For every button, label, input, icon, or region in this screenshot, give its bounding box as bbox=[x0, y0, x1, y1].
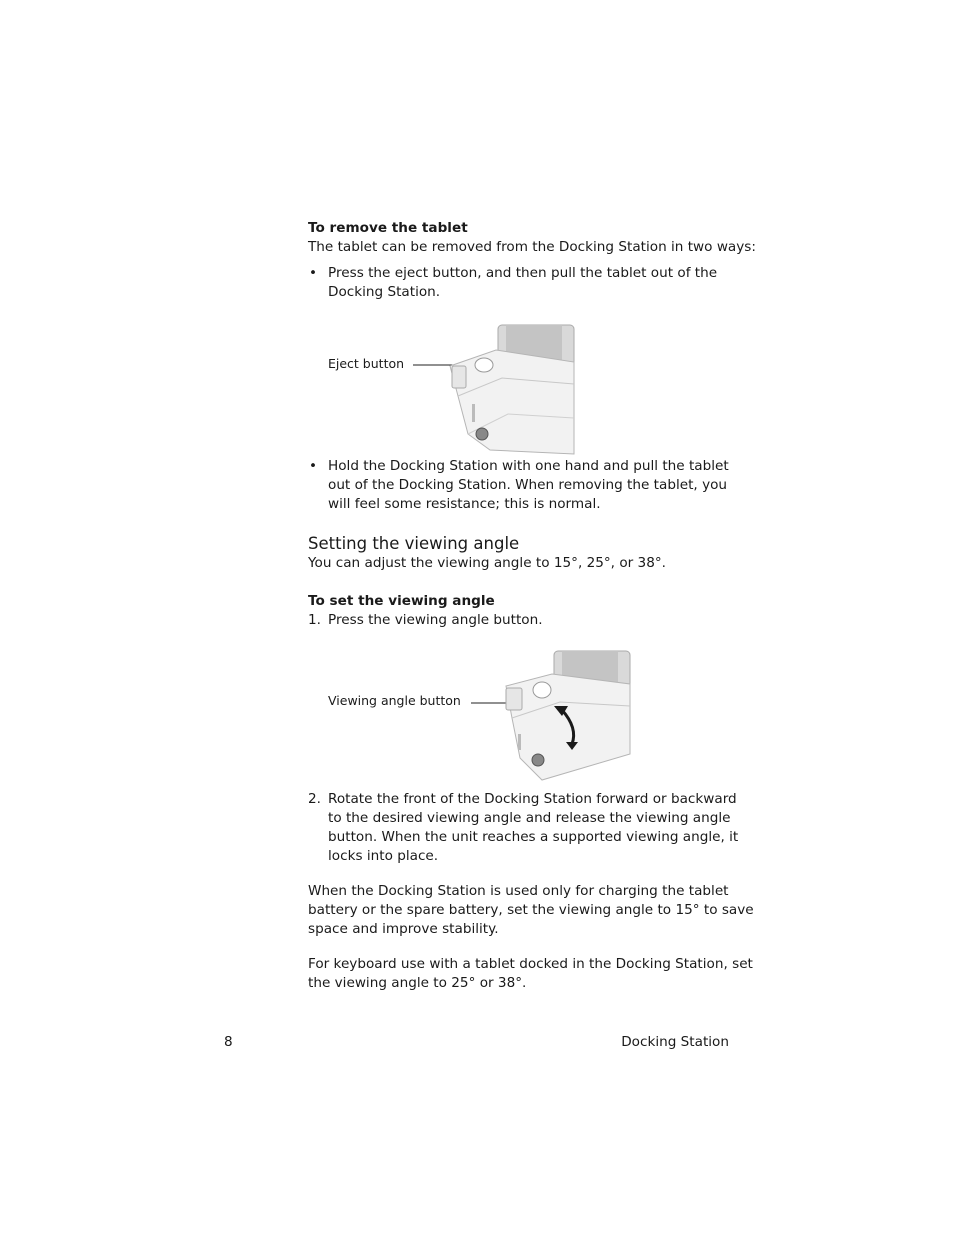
bullet-line: Docking Station. bbox=[328, 284, 441, 300]
bullet-line: out of the Docking Station. When removing the tablet, you bbox=[328, 477, 728, 493]
paragraph-line: battery or the spare battery, set the viewing angle to 15° to save bbox=[308, 902, 754, 918]
paragraph-keyboard bbox=[308, 955, 753, 993]
figure-viewing-angle-button bbox=[468, 648, 634, 786]
paragraph-line: the viewing angle to 25° or 38°. bbox=[308, 975, 527, 991]
bullet-item-eject bbox=[328, 264, 717, 302]
procedure-heading-remove: To remove the tablet bbox=[308, 220, 468, 236]
page-number: 8 bbox=[224, 1034, 233, 1050]
bullet-line: Press the eject button, and then pull the tablet out of the bbox=[328, 265, 718, 281]
footer-section-title: Docking Station bbox=[621, 1034, 729, 1050]
procedure-heading-angle: To set the viewing angle bbox=[308, 593, 495, 609]
figure-label-eject-button: Eject button bbox=[328, 356, 405, 371]
section-title: Setting the viewing angle bbox=[308, 534, 520, 553]
bullet-line: will feel some resistance; this is normal. bbox=[328, 496, 601, 512]
bullet-marker: • bbox=[309, 458, 318, 474]
step-2-text bbox=[328, 790, 738, 866]
bullet-marker: • bbox=[309, 265, 318, 281]
step-number: 1. bbox=[308, 612, 321, 628]
angle-intro: You can adjust the viewing angle to 15°, 25°, or 38°. bbox=[308, 555, 666, 571]
bullet-line: Hold the Docking Station with one hand and pull the tablet bbox=[328, 458, 729, 474]
step-line: locks into place. bbox=[328, 848, 439, 864]
bullet-item-pull bbox=[328, 457, 729, 514]
paragraph-line: For keyboard use with a tablet docked in the Docking Station, set bbox=[308, 956, 753, 972]
figure-label-viewing-angle-button: Viewing angle button bbox=[328, 693, 461, 708]
step-line: button. When the unit reaches a supported viewing angle, it bbox=[328, 829, 739, 845]
paragraph-line: space and improve stability. bbox=[308, 921, 499, 937]
step-1-text: Press the viewing angle button. bbox=[328, 612, 543, 628]
step-number: 2. bbox=[308, 791, 321, 807]
paragraph-charging bbox=[308, 882, 754, 939]
step-line: Rotate the front of the Docking Station forward or backward bbox=[328, 791, 737, 807]
paragraph-line: When the Docking Station is used only for charging the tablet bbox=[308, 883, 729, 899]
figure-eject-button bbox=[410, 322, 580, 458]
remove-intro: The tablet can be removed from the Docking Station in two ways: bbox=[308, 239, 756, 255]
step-line: to the desired viewing angle and release the viewing angle bbox=[328, 810, 731, 826]
